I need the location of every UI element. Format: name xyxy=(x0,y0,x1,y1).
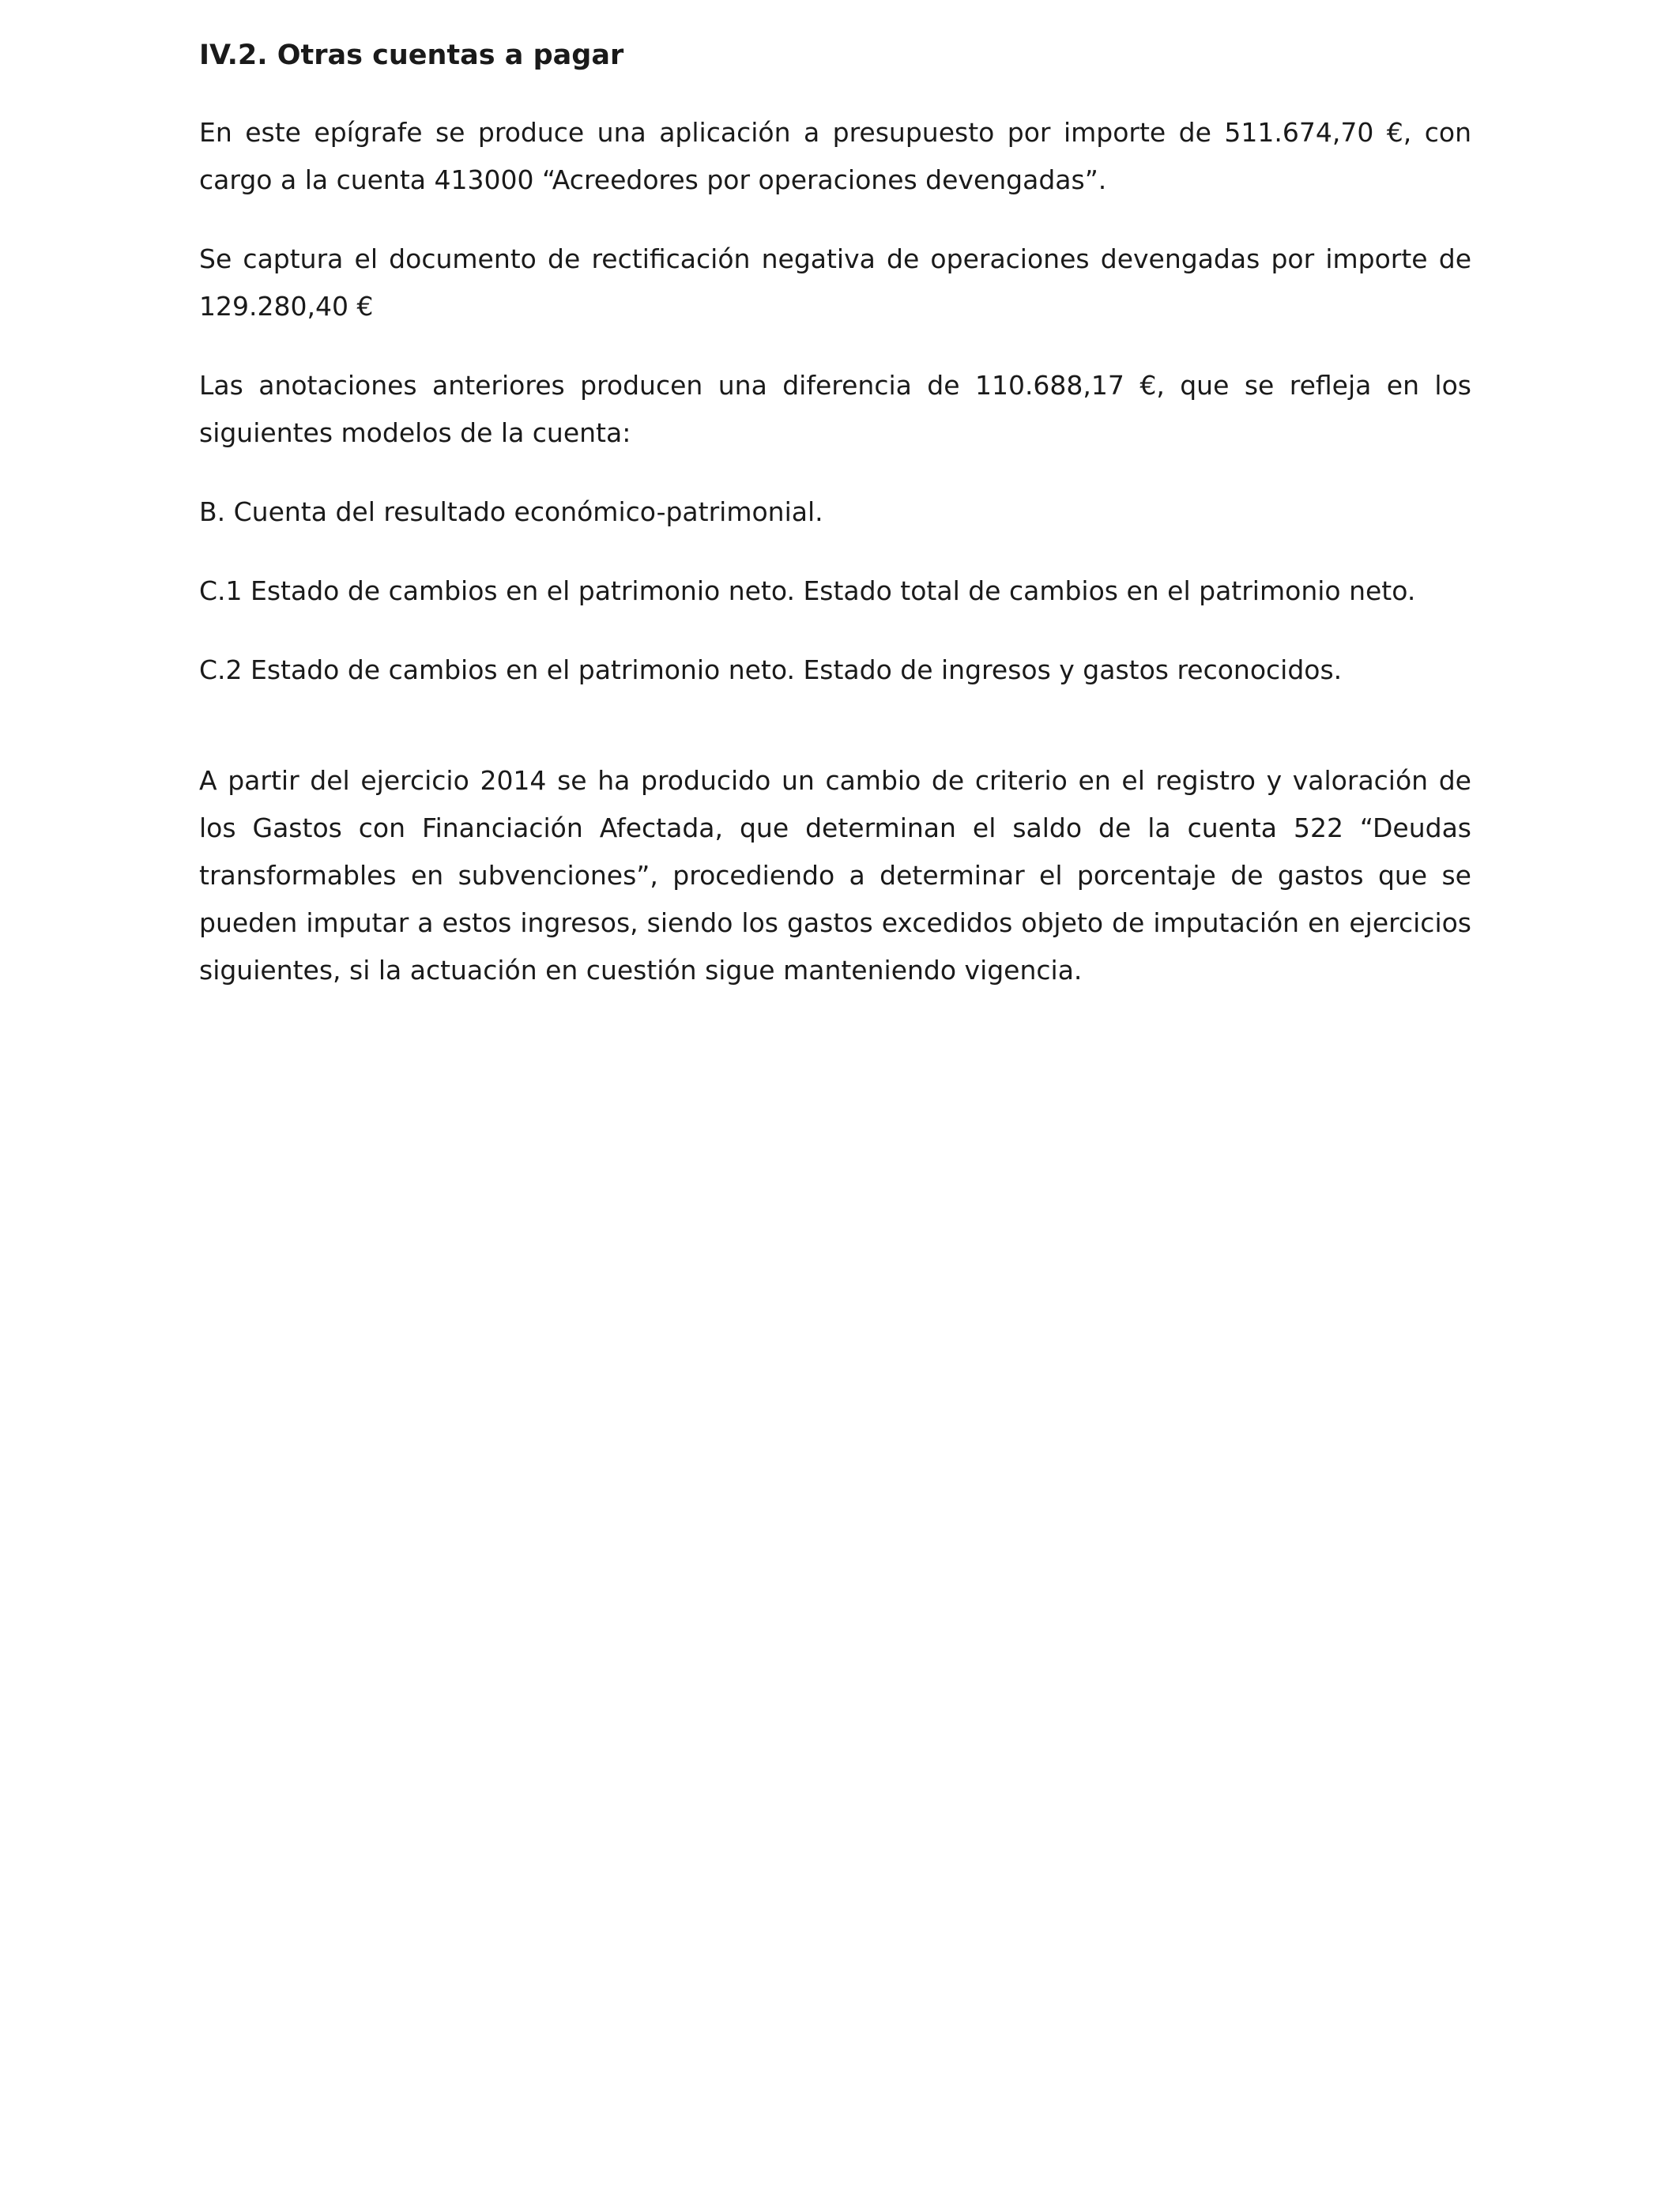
paragraph-rectificacion-negativa: Se captura el documento de rectificación negativa de operaciones devengadas por importe de 129.280,40 € xyxy=(199,243,1471,322)
paragraph-diferencia: Las anotaciones anteriores producen una diferencia de 110.688,17 €, que se refleja en los siguientes modelos de la cuenta: xyxy=(199,370,1471,448)
list-item-model-b: B. Cuenta del resultado económico-patrimonial. xyxy=(199,496,823,527)
list-item-model-c1: C.1 Estado de cambios en el patrimonio neto. Estado total de cambios en el patrimonio neto. xyxy=(199,575,1416,606)
paragraph-cambio-criterio: A partir del ejercicio 2014 se ha producido un cambio de criterio en el registro y valoración de los Gastos con Financiación Afectada, que determinan el saldo de la cuenta 522 “Deudas transformables en subvenciones”, procediendo a determinar el porcentaje de gastos que se pueden imputar a estos ingresos, siendo los gastos excedidos objeto de imputación en ejercicios siguientes, si la actuación en cuestión sigue manteniendo vigencia. xyxy=(199,765,1471,986)
section-heading: IV.2. Otras cuentas a pagar xyxy=(199,40,624,71)
list-item-model-c2: C.2 Estado de cambios en el patrimonio neto. Estado de ingresos y gastos reconocidos. xyxy=(199,654,1343,685)
document-page xyxy=(199,32,1471,1026)
paragraph-aplicacion-presupuesto: En este epígrafe se produce una aplicación a presupuesto por importe de 511.674,70 €, con cargo a la cuenta 413000 “Acreedores por operaciones devengadas”. xyxy=(199,117,1471,195)
